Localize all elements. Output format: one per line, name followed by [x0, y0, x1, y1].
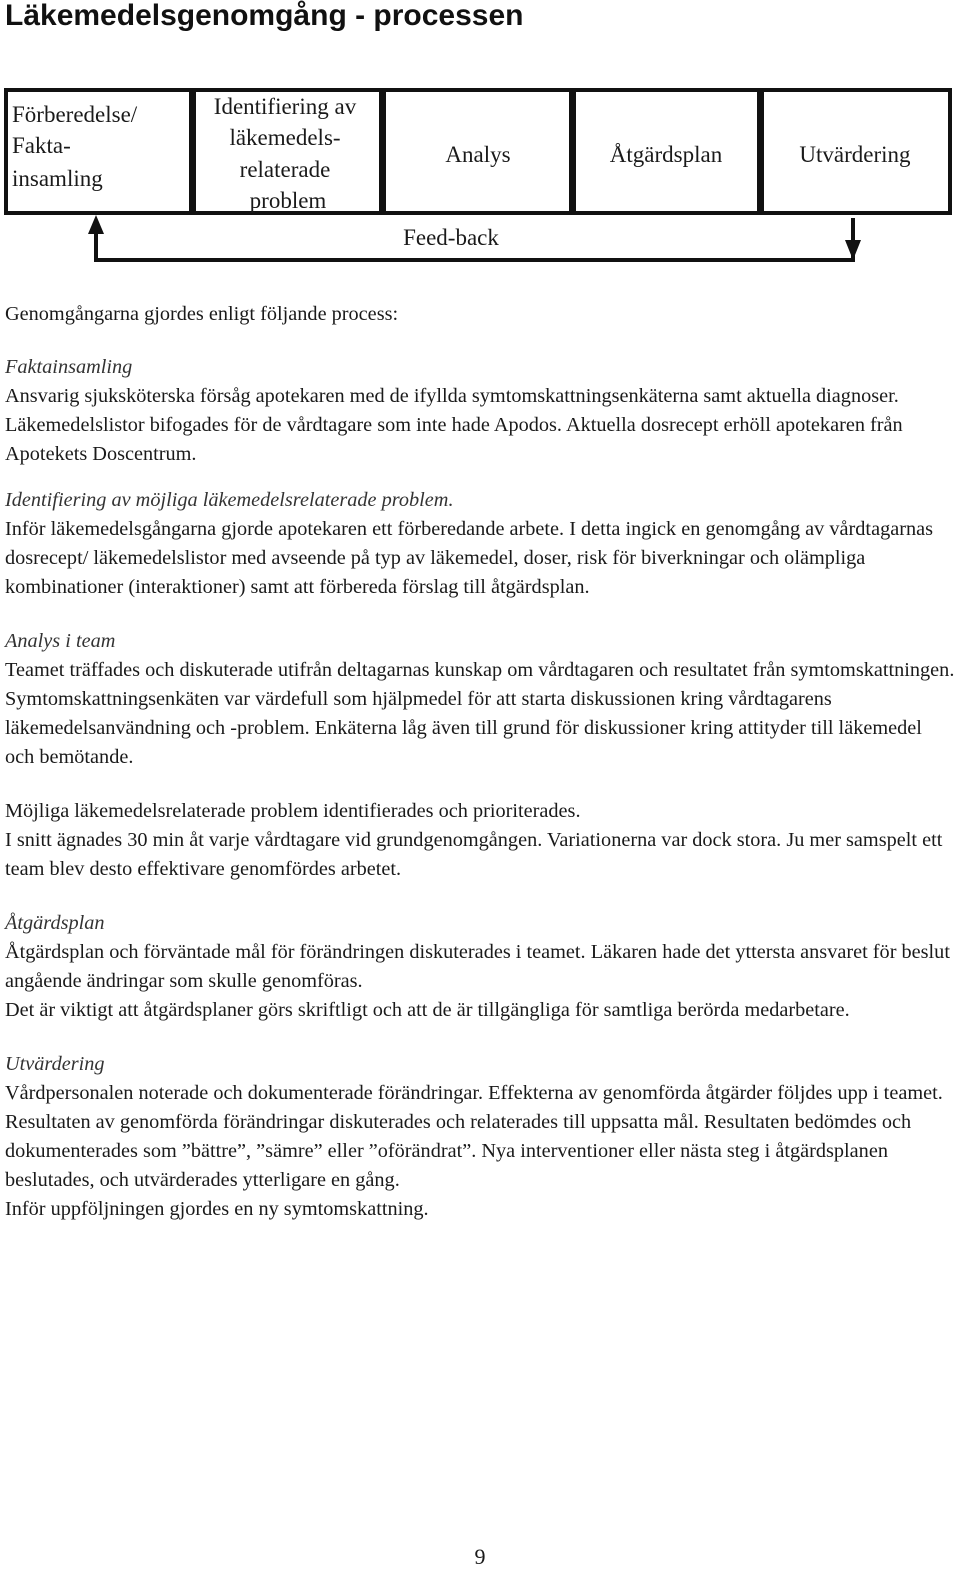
paragraph-utvardering-2: Inför uppföljningen gjordes en ny symtomskattning. [5, 1198, 429, 1220]
svg-text:Analys [445, 142, 510, 167]
paragraph-analys-1: Teamet träffades och diskuterade utifrån deltagarnas kunskap om vårdtagaren och resultatet från symtomskattningen. [5, 659, 955, 681]
svg-text:problem [250, 188, 327, 213]
svg-text:Feed-back [403, 225, 499, 250]
paragraph-atgardsplan-1: Åtgärdsplan och förväntade mål för förändringen diskuterades i teamet. Läkaren hade det yttersta ansvaret för beslut angående ändringar som skulle genomföras. [5, 941, 950, 992]
box-3-label: Analys [445, 142, 511, 167]
svg-text:insamling [12, 166, 103, 191]
paragraph-analys-4: I snitt ägnades 30 min åt varje vårdtagare vid grundgenomgången. Variationerna var dock stora. Ju mer samspelt ett team blev desto effektivare genomfördes arbetet. [5, 829, 943, 880]
paragraph-analys-3: Möjliga läkemedelsrelaterade problem identifierades och prioriterades. [5, 800, 581, 822]
paragraph-faktainsamling: Ansvarig sjuksköterska försåg apotekaren med de ifyllda symtomskattningsenkäterna samt aktuella diagnoser. Läkemedelslistor bifogades för de vårdtagare som inte hade Apodos. Aktuella dosrecept erhöll apotekaren från Apotekets Doscentrum. [5, 385, 903, 465]
box-1-line-2: Fakta- [12, 133, 71, 158]
feedback-arrow-head-down [845, 240, 861, 260]
intro-paragraph: Genomgångarna gjordes enligt följande process: [5, 303, 399, 325]
svg-text:Identifiering av [214, 94, 357, 119]
heading-faktainsamling: Faktainsamling [5, 356, 133, 378]
box-5-label: Utvärdering [799, 142, 911, 167]
process-diagram [0, 80, 960, 280]
box-1-line-1: Förberedelse/ [12, 102, 138, 127]
heading-atgardsplan: Åtgärdsplan [5, 912, 105, 934]
heading-utvardering: Utvärdering [5, 1053, 105, 1075]
page-title: Läkemedelsgenomgång - processen [5, 0, 524, 32]
paragraph-atgardsplan-2: Det är viktigt att åtgärdsplaner görs skriftligt och att de är tillgängliga för samtliga berörda medarbetare. [5, 999, 850, 1021]
box-1-text [12, 102, 138, 191]
box-2-line-1: Identifiering av [213, 94, 357, 119]
box-1-line-3: insamling [12, 166, 103, 191]
svg-text:Utvärdering [799, 142, 911, 167]
box-2-line-2: läkemedels- [229, 125, 341, 150]
svg-text:Förberedelse/ [12, 102, 138, 127]
svg-text:läkemedels- [229, 125, 340, 150]
box-2-line-4: problem [249, 188, 327, 213]
box-4-label: Åtgärdsplan [609, 142, 723, 167]
paragraph-utvardering-1: Vårdpersonalen noterade och dokumenterade förändringar. Effekterna av genomförda åtgärder följdes upp i teamet. Resultaten av genomförda förändringar diskuterades och relaterades till uppsatta mål. Resultaten bedömdes och dokumenterades som ”bättre”, ”sämre” eller ”oförändrat”. Nya interventioner eller nästa steg i åtgärdsplanen beslutades, och utvärderades ytterligare en gång. [5, 1082, 943, 1191]
box-2-line-3: relaterade [239, 157, 331, 182]
heading-analys: Analys i team [5, 630, 116, 652]
paragraph-identifiering: Inför läkemedelsgångarna gjorde apotekaren ett förberedande arbete. I detta ingick en genomgång av vårdtagarnas dosrecept/ läkemedelslistor med avseende på typ av läkemedel, doser, risk för biverkningar och olämpliga kombinationer (interaktioner) samt att förbereda förslag till åtgärdsplan. [5, 518, 933, 598]
svg-text:Fakta- [12, 133, 71, 158]
page-number: 9 [474, 1544, 486, 1569]
body-text [5, 300, 955, 1224]
feedback-label: Feed-back [403, 225, 499, 250]
svg-text:Åtgärdsplan [610, 142, 723, 167]
feedback-arrow-head-up [88, 215, 104, 234]
box-2-text [214, 94, 357, 213]
paragraph-analys-2: Symtomskattningsenkäten var värdefull som hjälpmedel för att starta diskussionen kring vårdtagarens läkemedelsanvändning och -problem. Enkäterna låg även till grund för diskussioner kring attityder till läkemedel och bemötande. [5, 688, 922, 768]
svg-text:relaterade [240, 157, 331, 182]
heading-identifiering: Identifiering av möjliga läkemedelsrelaterade problem. [5, 489, 454, 511]
